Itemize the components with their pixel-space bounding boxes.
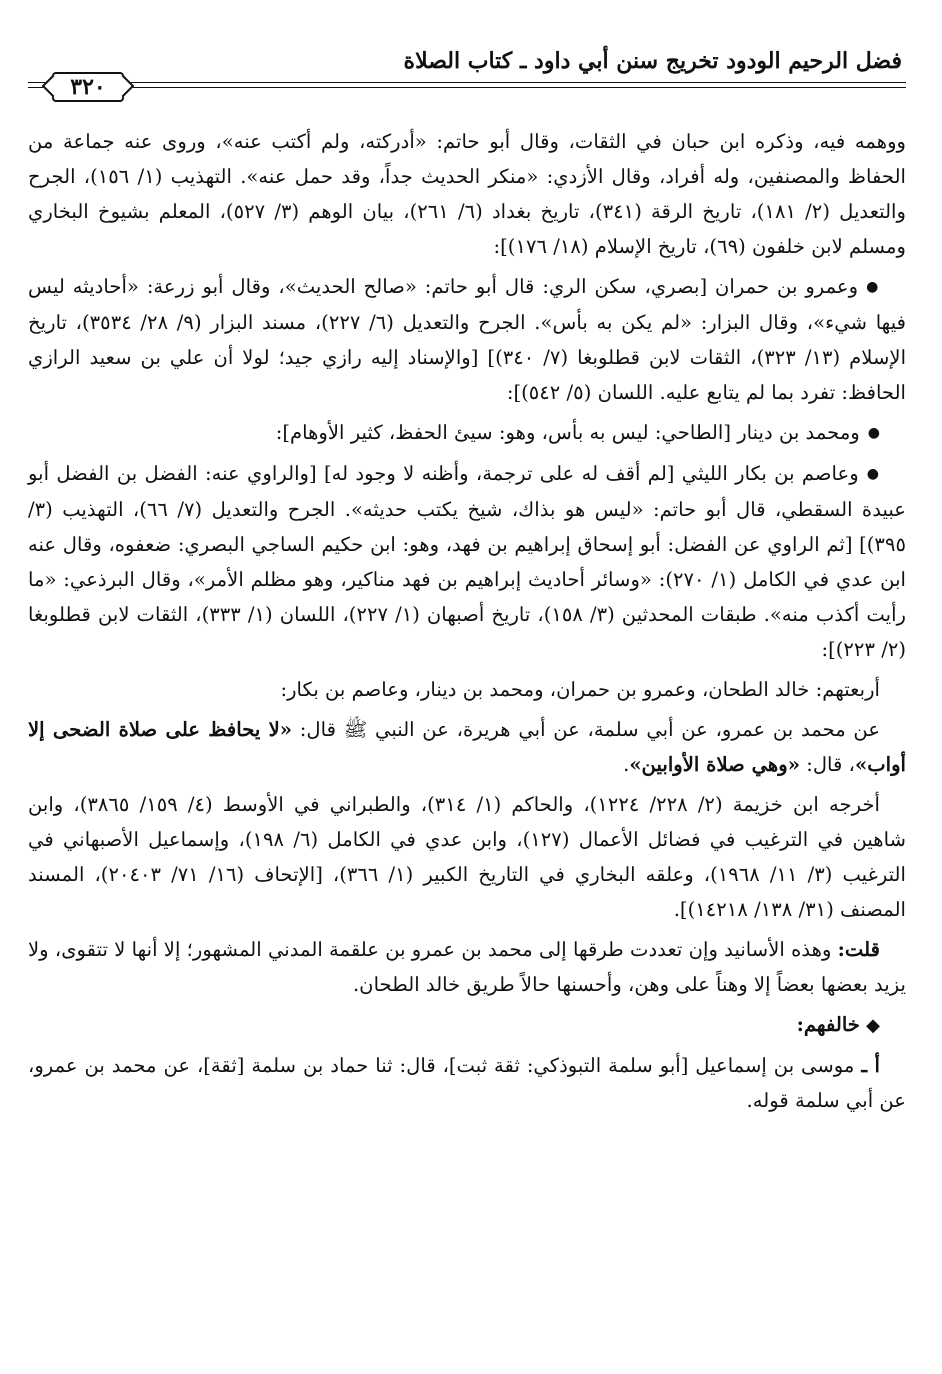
page-number: ٣٢٠ — [52, 72, 123, 102]
header-rule — [122, 87, 906, 88]
paragraph-text: وهذه الأسانيد وإن تعددت طرقها إلى محمد بن عمرو بن علقمة المدني المشهور؛ إلا أنها لا تتقوى، ولا يزيد بعضها بعضاً إلا وهناً على وهن، وأحسنها حالاً طريق خالد الطحان. — [28, 938, 906, 996]
paragraph-text: ومحمد بن دينار [الطاحي: ليس به بأس، وهو: سيئ الحفظ، كثير الأوهام]: — [275, 421, 860, 444]
hadith-text: «وهي صلاة الأوابين» — [629, 753, 800, 776]
bullet-icon: ● — [867, 425, 880, 441]
paragraph — [28, 1048, 906, 1118]
section-heading — [28, 1007, 906, 1043]
isnad-text: عن محمد بن عمرو، عن أبي سلمة، عن أبي هريرة، عن النبي ﷺ قال: — [299, 718, 881, 741]
page-header — [28, 44, 906, 106]
paragraph — [28, 124, 906, 264]
paragraph-text: وعاصم بن بكار الليثي [لم أقف له على ترجمة، وأظنه لا وجود له] [والراوي عنه: الفضل بن الفضل أبو عبيدة السقطي، قال أبو حاتم: «ليس هو بذاك، شيخ يكتب حديثه». الجرح والتعديل (٧/ ٦٦)، التهذيب (٣/ ٣٩٥)] [ثم الراوي عن الفضل: أبو إسحاق إبراهيم بن فهد، وهو: ابن حكيم الساجي البصري: ضعفوه، وقال عنه ابن عدي في الكامل (١/ ٢٧٠): «وسائر أحاديث إبراهيم بن فهد مناكير، وهو مظلم الأمر»، وقال البرذعي: «ما رأيت أكذب منه». طبقات المحدثين (٣/ ١٥٨)، تاريخ أصبهان (١/ ٢٢٧)، اللسان (١/ ٣٣٣)، الثقات لابن قطلوبغا (٢/ ٢٢٣)]: — [28, 462, 906, 661]
hadith-text: «لا يحافظ على صلاة الضحى إلا أواب» — [28, 718, 906, 776]
lead-word: قلت: — [837, 938, 880, 961]
page-body — [28, 124, 906, 1123]
paragraph-text: موسى بن إسماعيل [أبو سلمة التبوذكي: ثقة ثبت]، قال: ثنا حماد بن سلمة [ثقة]، عن محمد بن عمرو، عن أبي سلمة قوله. — [28, 1054, 906, 1112]
bullet-icon: ● — [866, 279, 880, 295]
section-title: خالفهم: — [796, 1013, 860, 1036]
bullet-icon: ● — [866, 466, 881, 482]
paragraph — [28, 672, 906, 707]
paragraph-text: أربعتهم: خالد الطحان، وعمرو بن حمران، ومحمد بن دينار، وعاصم بن بكار: — [280, 678, 880, 701]
paragraph-text: أخرجه ابن خزيمة (٢/ ٢٢٨/ ١٢٢٤)، والحاكم (١/ ٣١٤)، والطبراني في الأوسط (٤/ ١٥٩/ ٣٨٦٥)، وابن شاهين في الترغيب في فضائل الأعمال (١٢٧)، وابن عدي في الكامل (٦/ ١٩٨)، وإسماعيل الأصبهاني في الترغيب (٣/ ١١/ ١٩٦٨)، وعلقه البخاري في التاريخ الكبير (١/ ٣٦٦)، [الإتحاف (١٦/ ٧١/ ٢٠٤٠٣)، المسند المصنف (٣١/ ١٣٨/ ١٤٢١٨)]. — [28, 793, 906, 921]
paragraph-text: ، قال: — [806, 753, 855, 776]
paragraph-text: ووهمه فيه، وذكره ابن حبان في الثقات، وقال أبو حاتم: «أدركته، ولم أكتب عنه»، وروى عنه جماعة من الحفاظ والمصنفين، وله أفراد، وقال الأزدي: «منكر الحديث جداً، وقد حمل عنه». التهذيب (١/ ١٥٦)، الجرح والتعديل (٢/ ١٨١)، تاريخ الرقة (٣٤١)، تاريخ بغداد (٦/ ٢٦١)، بيان الوهم (٣/ ٥٢٧)، المعلم بشيوخ البخاري ومسلم لابن خلفون (٦٩)، تاريخ الإسلام (١٨/ ١٧٦)]: — [28, 130, 906, 258]
book-page — [28, 0, 906, 1374]
page-number-badge — [28, 72, 148, 102]
paragraph-text: وعمرو بن حمران [بصري، سكن الري: قال أبو حاتم: «صالح الحديث»، وقال أبو زرعة: «أحاديثه ليس فيها شيء»، وقال البزار: «لم يكن به بأس». الجرح والتعديل (٦/ ٢٢٧)، مسند البزار (٩/ ٢٨/ ٣٥٣٤)، تاريخ الإسلام (١٣/ ٣٢٣)، الثقات لابن قطلوبغا (٧/ ٣٤٠)] [والإسناد إليه رازي جيد؛ لولا أن علي بن سعيد الرازي الحافظ: تفرد بما لم يتابع عليه. اللسان (٥/ ٥٤٢)]: — [28, 275, 907, 404]
paragraph-text: . — [623, 753, 630, 776]
paragraph — [28, 787, 906, 927]
running-title: فضل الرحيم الودود تخريج سنن أبي داود ـ كتاب الصلاة — [403, 48, 902, 74]
section-marker-icon: ◆ — [866, 1015, 880, 1036]
header-rule — [122, 82, 906, 83]
bullet-paragraph — [28, 456, 906, 667]
bullet-paragraph — [28, 269, 906, 410]
lead-word: أ ـ — [861, 1054, 880, 1077]
paragraph — [28, 932, 906, 1002]
hadith-paragraph — [28, 712, 906, 782]
bullet-paragraph — [28, 415, 906, 451]
